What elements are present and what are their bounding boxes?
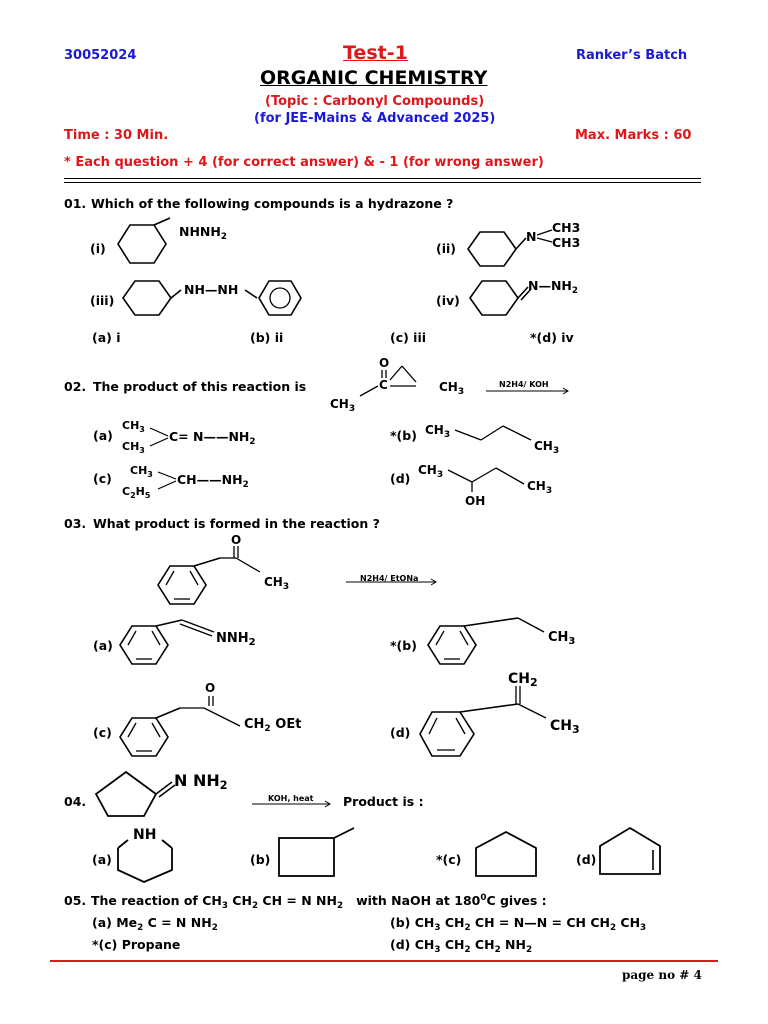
q2-number: 02. [64,379,87,394]
q3-option-b-label: *(b) [390,638,417,653]
q2-text: The product of this reaction is [93,379,307,394]
q3-option-c-ether: $CH_2$ OEt [244,717,302,734]
q1-option-c: (c) iii [390,330,427,345]
svg-text:O: O [231,533,242,547]
q1-iv-substituent: $N—NH_2$ [528,278,578,296]
q4-question-tail: Product is : [343,794,424,809]
q2-option-b-butane [425,420,565,456]
q5-text: The reaction of $CH_3$ $CH_2$ CH = N $NH_2$ with NaOH at $180^0C$ gives : [91,893,547,912]
svg-text:O: O [205,681,216,695]
q4-option-a-piperidine [116,826,180,884]
svg-text:O: O [379,356,390,370]
q2-option-a-hydrazone: $C= N——NH_2$ [169,429,256,447]
svg-text:NNH2: $NNH_2$ [216,631,256,648]
svg-text:CH3: $CH_3$ [534,439,560,456]
svg-text:CH3: $CH_3$ [330,397,356,414]
test-title: Test-1 [343,42,408,64]
q1-option-b: (b) ii [250,330,284,345]
test-code: 30052024 [64,48,137,63]
q3-text: What product is formed in the reaction ? [93,516,380,531]
topic-line: (Topic : Carbonyl Compounds) [265,94,485,109]
q2-option-a-label: (a) [93,428,113,443]
q1-label-iii: (iii) [90,293,115,308]
svg-text:CH3: $CH_3$ [122,440,145,455]
q3-reactant-acetophenone [158,533,458,608]
header-divider-top [64,178,701,179]
q2-option-c-label: (c) [93,471,112,486]
max-marks: Max. Marks : 60 [575,128,692,143]
q1-i-substituent: $NHNH_2$ [179,224,227,242]
footer-divider [50,960,718,962]
q5-option-c: *(c) Propane [92,937,181,952]
q1-ii-methyl-2: CH3 [552,235,581,250]
q2-option-c-structure [120,461,180,499]
q5-number: 05. [64,893,87,908]
q1-label-iv: (iv) [436,293,460,308]
q4-option-b-methylcyclobutane [278,826,358,878]
svg-text:CH3: $CH_3$ [527,479,553,496]
q5-option-d: (d) $CH_3$ $CH_2$ $CH_2$ $NH_2$ [390,937,533,955]
q4-option-a-label: (a) [92,852,112,867]
svg-text:C2H5: $C_2H_5$ [122,485,151,500]
q2-option-c-amine: $CH——NH_2$ [177,472,249,490]
batch-name: Ranker’s Batch [576,48,688,63]
q4-option-c-label: *(c) [436,852,462,867]
q1-iii-linker: NH—NH [184,282,239,297]
q5-option-b: (b) $CH_3$ $CH_2$ CH = N—N = CH $CH_2$ $CH_3$ [390,915,647,933]
svg-text:NH: NH [133,827,157,843]
q4-option-c-cyclopentane [474,830,540,880]
q4-hydrazone-group: N $NH_2$ [174,771,228,792]
q3-number: 03. [64,516,87,531]
q3-option-a-label: (a) [93,638,113,653]
q4-option-d-label: (d) [576,852,597,867]
svg-text:CH3: $CH_3$ [550,718,580,736]
q3-option-c-label: (c) [93,725,112,740]
subject-title: ORGANIC CHEMISTRY [260,67,488,89]
svg-text:CH3: $CH_3$ [122,419,145,434]
svg-text:C: C [379,378,388,392]
svg-text:CH3: $CH_3$ [418,463,444,480]
svg-text:CH3: $CH_3$ [439,380,465,397]
q1-ii-methyl-1: CH3 [552,220,581,235]
q3-option-a-structure [120,616,290,666]
q4-reagent: KOH, heat [268,794,314,803]
svg-text:CH2: $CH_2$ [508,671,538,689]
q1-number: 01. [64,196,87,211]
svg-text:CH3: $CH_3$ [425,423,451,440]
q4-option-b-label: (b) [250,852,271,867]
svg-text:CH3: $CH_3$ [548,630,576,647]
q2-option-d-butanol [418,460,568,510]
svg-text:CH3: $CH_3$ [130,464,153,479]
q4-option-d-cyclopentene [598,826,664,878]
q2-option-b-label: *(b) [390,428,417,443]
header-divider-bottom [64,182,701,183]
q1-ii-nitrogen: N [526,229,537,244]
q1-label-i: (i) [90,241,106,256]
q5-option-a: (a) $Me_2$ C = N $NH_2$ [92,915,218,933]
q2-reagent: N2H4/ KOH [499,380,549,389]
q4-reactant-cyclopentanone-hydrazone [92,766,392,820]
q1-text: Which of the following compounds is a hydrazone ? [91,196,454,211]
page-number: page no # 4 [622,968,702,982]
svg-text:OH: OH [465,494,486,508]
q1-label-ii: (ii) [436,241,456,256]
q3-option-d-label: (d) [390,725,411,740]
q3-option-d-styrene [420,668,590,762]
q1-option-d: *(d) iv [530,330,574,345]
exam-line: (for JEE-Mains & Advanced 2025) [254,111,496,126]
q2-option-d-label: (d) [390,471,411,486]
marking-instruction: * Each question + 4 (for correct answer) & - 1 (for wrong answer) [64,155,544,170]
svg-text:CH3: $CH_3$ [264,575,290,592]
time-line: Time : 30 Min. [64,128,169,143]
q3-option-b-ethylbenzene [428,614,598,666]
q3-reagent: N2H4/ EtONa [360,574,419,583]
q1-option-a: (a) i [92,330,121,345]
q4-number: 04. [64,794,87,809]
